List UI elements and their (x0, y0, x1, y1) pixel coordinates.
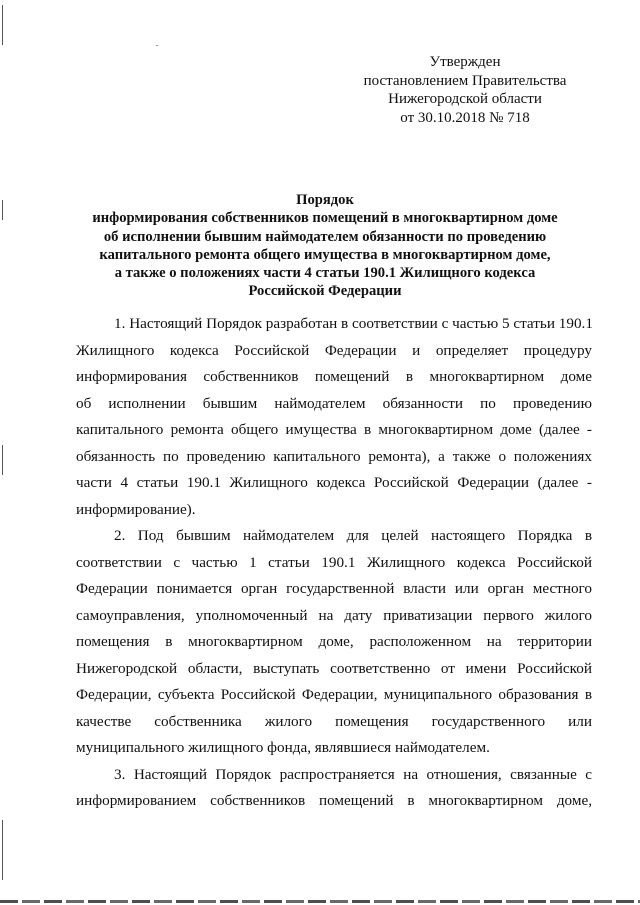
title-line: об исполнении бывшим наймодателем обязанности по проведению (103, 228, 547, 245)
title-line: информирования собственников помещений в многоквартирном доме (92, 210, 558, 227)
paragraph-1-line: об исполнении бывшим наймодателем обязанности по проведению (76, 394, 592, 412)
approval-line: постановлением Правительства (363, 72, 567, 89)
title-line: Российской Федерации (248, 283, 402, 300)
paragraph-1-line: информирование). (76, 500, 196, 518)
paragraph-2-line: помещения в многоквартирном доме, расположенном на территории (76, 633, 592, 650)
paragraph-1-line: Жилищного кодекса Российской Федерации и определяет процедуру (76, 341, 592, 359)
document-body (76, 311, 592, 815)
paragraph-2-line: Федерации, субъекта Российской Федерации, муниципального образования в (76, 686, 592, 703)
title-line: Порядок (296, 192, 354, 208)
title-line: капитального ремонта общего имущества в многоквартирном доме, (99, 246, 551, 263)
paragraph-1-line: информирования собственников помещений в многоквартирном доме (76, 368, 592, 385)
paragraph-1-line: 1. Настоящий Порядок разработан в соответствии с частью 5 статьи 190.1 (114, 315, 593, 332)
scan-edge-mark (2, 820, 3, 880)
paragraph-2-line: Нижегородской области, выступать соответственно от имени Российской (76, 659, 592, 677)
paragraph-2-line: качестве собственника жилого помещения государственного или (76, 712, 592, 730)
scan-edge-mark (2, 5, 3, 45)
approval-line: Утвержден (429, 54, 501, 70)
scan-bottom-edge (0, 900, 640, 903)
paragraph-3-line: информированием собственников помещений в многоквартирном доме, (76, 792, 592, 809)
paragraph-1-line: капитального ремонта общего имущества в многоквартирном доме (далее - (76, 421, 592, 438)
paragraph-2-line: соответствии с частью 1 статьи 190.1 Жилищного кодекса Российской (76, 553, 592, 571)
paragraph-3-line: 3. Настоящий Порядок распространяется на отношения, связанные с (114, 765, 592, 783)
paragraph-2-line: самоуправления, уполномоченный на дату приватизации первого жилого (76, 606, 592, 624)
paragraph-2-line: 2. Под бывшим наймодателем для целей настоящего Порядка в (114, 527, 592, 544)
approval-line: Нижегородской области (388, 91, 542, 107)
paragraph-2-line: Федерации понимается орган государственной власти или орган местного (76, 580, 592, 597)
approval-line: от 30.10.2018 № 718 (400, 109, 530, 126)
scan-edge-mark (2, 200, 3, 220)
paragraph-1-line: обязанность по проведению капитального ремонта), а также о положениях (76, 447, 592, 465)
scan-dot (156, 45, 158, 46)
scan-edge-mark (2, 445, 3, 475)
document-title (60, 191, 590, 301)
title-line: а также о положениях части 4 статьи 190.1 Жилищного кодекса (114, 265, 536, 282)
paragraph-1-line: части 4 статьи 190.1 Жилищного кодекса Российской Федерации (далее - (76, 474, 592, 491)
paragraph-2-line: муниципального жилищного фонда, являвшиеся наймодателем. (76, 739, 490, 756)
approval-stamp (330, 53, 600, 127)
